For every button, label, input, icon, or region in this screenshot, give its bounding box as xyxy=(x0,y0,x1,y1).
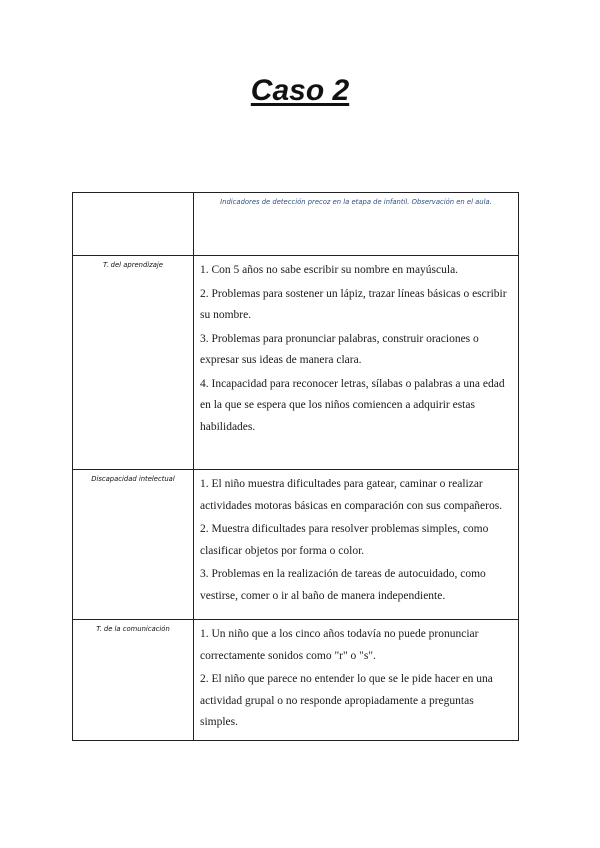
page-title: Caso 2 xyxy=(250,74,350,107)
header-title-cell xyxy=(194,193,519,256)
category-label: Discapacidad intelectual xyxy=(91,475,175,483)
items-cell xyxy=(194,470,519,620)
list-item: 3. Problemas en la realización de tareas de autocuidado, como vestirse, comer o ir al baño de manera independiente. xyxy=(200,568,486,602)
table-row-comunicacion xyxy=(73,620,519,741)
header-title: Indicadores de detección precoz en la etapa de infantil. Observación en el aula. xyxy=(220,198,492,206)
header-empty-cell xyxy=(73,193,194,256)
category-label: T. del aprendizaje xyxy=(103,261,163,269)
list-item: 2. El niño que parece no entender lo que se le pide hacer en una actividad grupal o no responde apropiadamente a preguntas simples. xyxy=(200,673,493,728)
category-cell xyxy=(73,256,194,470)
category-cell xyxy=(73,470,194,620)
list-item: 2. Muestra dificultades para resolver problemas simples, como clasificar objetos por forma o color. xyxy=(200,523,489,557)
list-item: 4. Incapacidad para reconocer letras, sílabas o palabras a una edad en la que se espera que los niños comiencen a adquirir estas habilidades. xyxy=(200,377,505,433)
list-item: 1. El niño muestra dificultades para gatear, caminar o realizar actividades motoras básicas en comparación con sus compañeros. xyxy=(200,478,503,512)
category-cell xyxy=(73,620,194,741)
list-item: 2. Problemas para sostener un lápiz, trazar líneas básicas o escribir su nombre. xyxy=(200,287,507,321)
table-row-aprendizaje xyxy=(73,256,519,470)
list-item: 1. Con 5 años no sabe escribir su nombre en mayúscula. xyxy=(200,264,459,276)
table-header-row xyxy=(73,193,519,256)
list-item: 3. Problemas para pronunciar palabras, construir oraciones o expresar sus ideas de manera clara. xyxy=(200,332,479,366)
category-label: T. de la comunicación xyxy=(96,625,170,633)
table-row-discapacidad xyxy=(73,470,519,620)
items-cell xyxy=(194,620,519,741)
list-item: 1. Un niño que a los cinco años todavía no puede pronunciar correctamente sonidos como "r" o "s". xyxy=(200,628,479,662)
items-cell xyxy=(194,256,519,470)
indicators-table xyxy=(72,192,519,741)
